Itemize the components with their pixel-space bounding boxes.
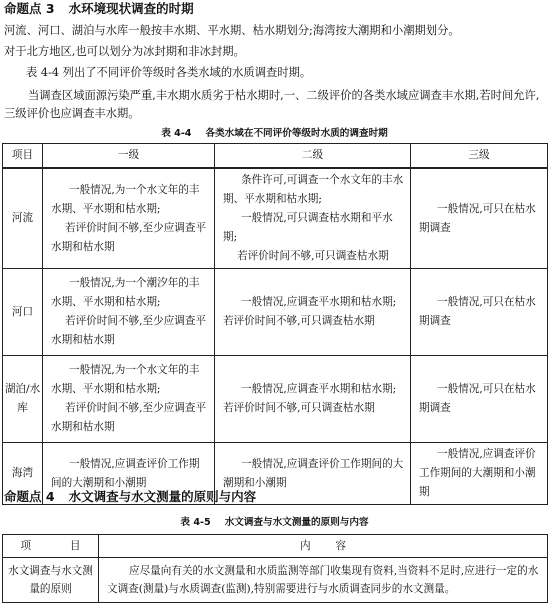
section-label: 命题点 3: [4, 1, 55, 16]
caption-title: 水文调查与水文测量的原则与内容: [224, 517, 369, 528]
row-level-2: 一般情况,应调查评价工作期间的大潮期和小潮期: [215, 443, 411, 505]
table-row: [3, 356, 548, 443]
table-header-row: [3, 144, 548, 169]
table-row: [3, 269, 548, 356]
row-level-3: 一般情况,可只在枯水期调查: [411, 356, 548, 443]
paragraph-4: 当调查区域面源污染严重,丰水期水质劣于枯水期时,一、二级评价的各类水域应调查丰水期,若时间允许,三级评价也应调查丰水期。: [4, 89, 540, 120]
row-level-1: 一般情况,应调查评价工作期间的大潮期和小潮期: [43, 443, 215, 505]
section-title: 水文调查与水文测量的原则与内容: [68, 489, 257, 504]
table-row: [3, 168, 548, 269]
header-level-3: 三级: [411, 144, 548, 169]
caption-title: 各类水域在不同评价等级时水质的调查时期: [205, 128, 388, 139]
row-level-1: 一般情况,为一个潮汐年的丰水期、平水期和枯水期; 若评价时间不够,至少应调查平水期和枯水期: [43, 269, 215, 356]
table-caption-4-5: [0, 517, 549, 529]
section-heading-4: [4, 489, 256, 505]
row-project: 湖泊/水库: [3, 356, 43, 443]
header-project: 项目: [3, 535, 99, 558]
section-label: 命题点 4: [4, 489, 55, 504]
paragraph-3: 表 4-4 列出了不同评价等级时各类水域的水质调查时期。: [26, 66, 312, 79]
row-project: 水文调查与水文测量的原则: [3, 558, 99, 603]
caption-label: 表 4-5: [180, 517, 211, 528]
header-project: 项目: [3, 144, 43, 169]
hydrology-principles-table: [2, 534, 548, 603]
row-level-3: 一般情况,可只在枯水期调查: [411, 269, 548, 356]
header-level-1: 一级: [43, 144, 215, 169]
table-row: [3, 558, 548, 603]
paragraph-1: 河流、河口、湖泊与水库一般按丰水期、平水期、枯水期划分;海湾按大潮期和小潮期划分。: [4, 24, 460, 37]
section-heading-3: [4, 1, 194, 17]
paragraph-2: 对于北方地区,也可以划分为冰封期和非冰封期。: [4, 45, 245, 58]
row-project: 河口: [3, 269, 43, 356]
row-content: 应尽量向有关的水文测量和水质监测等部门收集现有资料,当资料不足时,应进行一定的水文调查(测量)与水质调查(监测),特别需要进行与水质调查同步的水文测量。: [99, 558, 548, 603]
header-level-2: 二级: [215, 144, 411, 169]
row-level-3: 一般情况,可只在枯水期调查: [411, 168, 548, 269]
row-level-1: 一般情况,为一个水文年的丰水期、平水期和枯水期; 若评价时间不够,至少应调查平水期和枯水期: [43, 356, 215, 443]
header-content: 内容: [99, 535, 548, 558]
table-caption-4-4: [0, 128, 549, 140]
row-project: 河流: [3, 168, 43, 269]
section-title: 水环境现状调查的时期: [68, 1, 194, 16]
row-project: 海湾: [3, 443, 43, 505]
row-level-2: 一般情况,应调查平水期和枯水期;若评价时间不够,可只调查枯水期: [215, 356, 411, 443]
row-level-3: 一般情况,应调查评价工作期间的大潮期和小潮期: [411, 443, 548, 505]
caption-label: 表 4-4: [161, 128, 192, 139]
row-level-1: 一般情况,为一个水文年的丰水期、平水期和枯水期; 若评价时间不够,至少应调查平水期和枯水期: [43, 168, 215, 269]
row-level-2: 一般情况,应调查平水期和枯水期;若评价时间不够,可只调查枯水期: [215, 269, 411, 356]
row-level-2: 条件许可,可调查一个水文年的丰水期、平水期和枯水期; 一般情况,可只调查枯水期和平水期; 若评价时间不够,可只调查枯水期: [215, 168, 411, 269]
survey-period-table: [2, 143, 548, 505]
table-header-row: [3, 535, 548, 558]
